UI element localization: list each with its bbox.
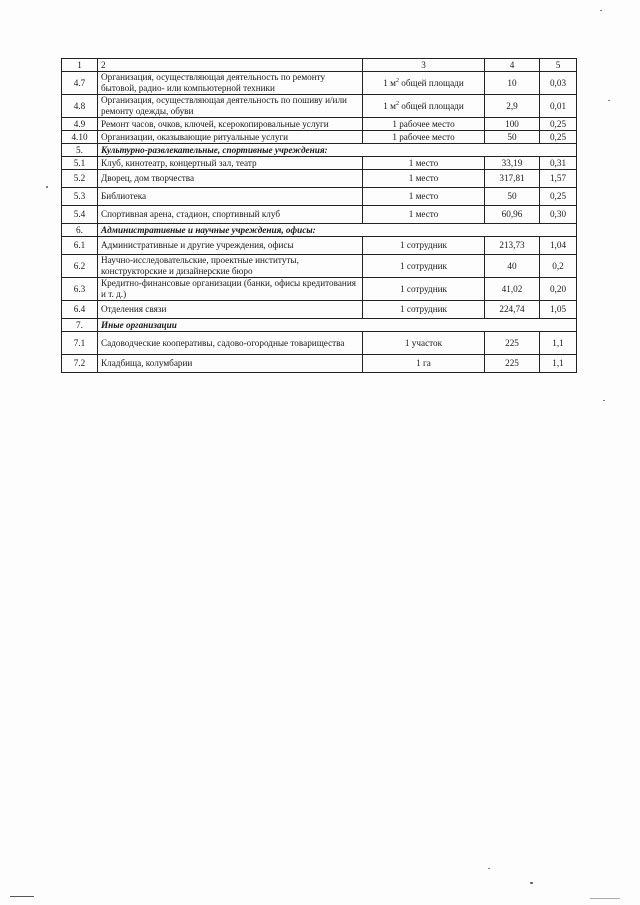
scan-speck	[608, 100, 610, 101]
scan-speck	[590, 898, 620, 899]
row-value-5: 0,2	[540, 255, 577, 278]
section-row	[62, 319, 577, 332]
row-number: 4.7	[62, 72, 98, 95]
table-row	[62, 278, 577, 301]
row-number: 7.2	[62, 355, 98, 373]
row-name: Спортивная арена, стадион, спортивный клуб	[98, 206, 363, 224]
row-name: Отделения связи	[98, 301, 363, 319]
table-row	[62, 237, 577, 255]
row-unit: 1 $м^2$ общей площади	[363, 95, 485, 118]
table-row	[62, 157, 577, 170]
row-number: 4.9	[62, 118, 98, 131]
header-cell-3: 3	[363, 59, 485, 72]
row-value-4: 224,74	[485, 301, 540, 319]
scan-speck	[603, 400, 605, 401]
row-value-5: 0,20	[540, 278, 577, 301]
header-cell-5: 5	[540, 59, 577, 72]
row-name: Организация, осуществляющая деятельность по пошиву и/или ремонту одежды, обуви	[98, 95, 363, 118]
row-number: 6.1	[62, 237, 98, 255]
row-unit: 1 сотрудник	[363, 255, 485, 278]
row-value-5: 1,04	[540, 237, 577, 255]
scan-speck	[488, 868, 490, 869]
row-number: 6.2	[62, 255, 98, 278]
row-name: Клуб, кинотеатр, концертный зал, театр	[98, 157, 363, 170]
row-number: 6.4	[62, 301, 98, 319]
row-value-4: 2,9	[485, 95, 540, 118]
header-cell-1: 1	[62, 59, 98, 72]
row-value-5: 0,25	[540, 118, 577, 131]
header-cell-4: 4	[485, 59, 540, 72]
row-name: Садоводческие кооперативы, садово-огородные товарищества	[98, 332, 363, 355]
row-name: Организация, осуществляющая деятельность по ремонту бытовой, радио- или компьютерной техники	[98, 72, 363, 95]
row-value-5: 0,31	[540, 157, 577, 170]
table-row	[62, 131, 577, 144]
norms-table	[61, 58, 577, 373]
row-unit: 1 сотрудник	[363, 278, 485, 301]
row-number: 5.4	[62, 206, 98, 224]
row-unit: 1 $м^2$ общей площади	[363, 72, 485, 95]
row-value-4: 50	[485, 188, 540, 206]
row-name: Кредитно-финансовые организации (банки, офисы кредитования и т. д.)	[98, 278, 363, 301]
row-value-5: 0,25	[540, 188, 577, 206]
section-title: Иные организации	[98, 319, 577, 332]
table-header-row	[62, 59, 577, 72]
row-name: Кладбища, колумбарии	[98, 355, 363, 373]
row-value-4: 10	[485, 72, 540, 95]
section-title: Административные и научные учреждения, офисы:	[98, 224, 577, 237]
row-value-4: 60,96	[485, 206, 540, 224]
table-row	[62, 72, 577, 95]
row-unit: 1 рабочее место	[363, 118, 485, 131]
row-value-4: 41,02	[485, 278, 540, 301]
row-number: 4.10	[62, 131, 98, 144]
section-row	[62, 144, 577, 157]
scan-speck	[10, 896, 34, 897]
row-unit: 1 место	[363, 206, 485, 224]
row-value-4: 213,73	[485, 237, 540, 255]
table-row	[62, 255, 577, 278]
row-number: 6.3	[62, 278, 98, 301]
row-value-5: 1,05	[540, 301, 577, 319]
row-name: Научно-исследовательские, проектные институты, конструкторские и дизайнерские бюро	[98, 255, 363, 278]
table-row	[62, 332, 577, 355]
row-unit: 1 место	[363, 170, 485, 188]
table-row	[62, 118, 577, 131]
row-value-5: 0,25	[540, 131, 577, 144]
row-value-5: 1,57	[540, 170, 577, 188]
row-number: 5.2	[62, 170, 98, 188]
row-name: Библиотека	[98, 188, 363, 206]
table-row	[62, 301, 577, 319]
row-unit: 1 рабочее место	[363, 131, 485, 144]
row-unit: 1 га	[363, 355, 485, 373]
row-value-5: 0,01	[540, 95, 577, 118]
row-value-4: 100	[485, 118, 540, 131]
section-number: 6.	[62, 224, 98, 237]
row-name: Ремонт часов, очков, ключей, ксерокопировальные услуги	[98, 118, 363, 131]
row-name: Административные и другие учреждения, офисы	[98, 237, 363, 255]
row-value-5: 1,1	[540, 355, 577, 373]
row-name: Организации, оказывающие ритуальные услуги	[98, 131, 363, 144]
row-number: 7.1	[62, 332, 98, 355]
row-value-4: 225	[485, 355, 540, 373]
table-row	[62, 206, 577, 224]
section-row	[62, 224, 577, 237]
scan-speck	[530, 882, 533, 884]
row-unit: 1 место	[363, 188, 485, 206]
row-number: 5.1	[62, 157, 98, 170]
row-value-4: 50	[485, 131, 540, 144]
row-value-5: 0,03	[540, 72, 577, 95]
row-number: 5.3	[62, 188, 98, 206]
scan-speck	[600, 10, 602, 11]
row-name: Дворец, дом творчества	[98, 170, 363, 188]
section-title: Культурно-развлекательные, спортивные учреждения:	[98, 144, 577, 157]
row-unit: 1 участок	[363, 332, 485, 355]
row-unit: 1 место	[363, 157, 485, 170]
section-number: 7.	[62, 319, 98, 332]
table-row	[62, 170, 577, 188]
row-unit: 1 сотрудник	[363, 301, 485, 319]
row-value-5: 0,30	[540, 206, 577, 224]
section-number: 5.	[62, 144, 98, 157]
row-value-4: 317,81	[485, 170, 540, 188]
table-row	[62, 188, 577, 206]
row-unit: 1 сотрудник	[363, 237, 485, 255]
table-row	[62, 95, 577, 118]
row-value-4: 33,19	[485, 157, 540, 170]
table-row	[62, 355, 577, 373]
scan-speck	[46, 186, 48, 188]
header-cell-2: 2	[98, 59, 363, 72]
row-number: 4.8	[62, 95, 98, 118]
row-value-4: 40	[485, 255, 540, 278]
row-value-5: 1,1	[540, 332, 577, 355]
row-value-4: 225	[485, 332, 540, 355]
